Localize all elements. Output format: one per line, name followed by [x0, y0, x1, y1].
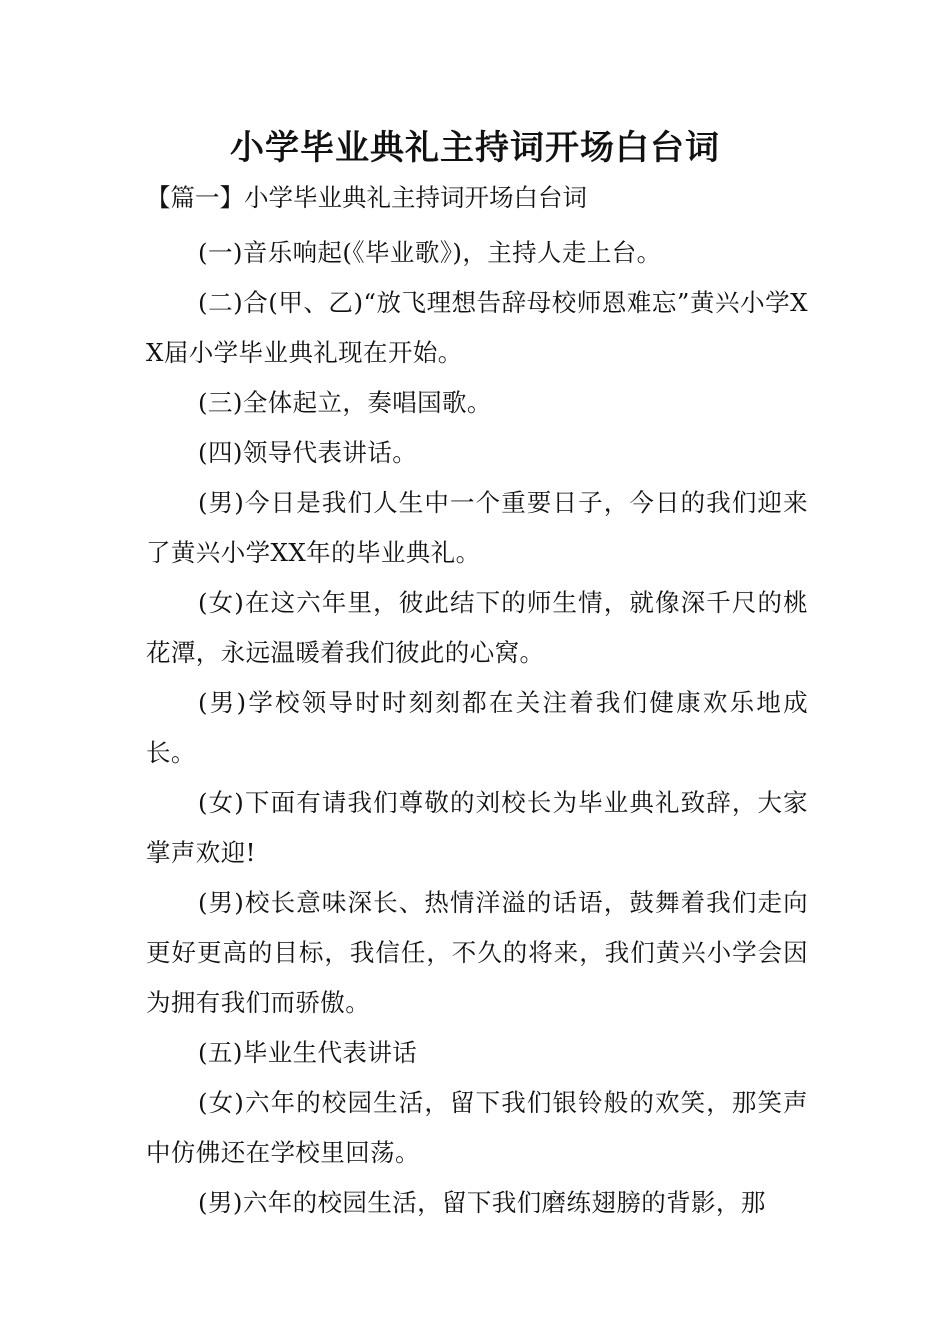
paragraph-1: (一)音乐响起(《毕业歌》)，主持人走上台。 [198, 238, 662, 267]
paragraph-11: (女)六年的校园生活，留下我们银铃般的欢笑，那笑声中仿佛还在学校里回荡。 [146, 1088, 808, 1167]
paragraph-8: (女)下面有请我们尊敬的刘校长为毕业典礼致辞，大家掌声欢迎! [146, 788, 808, 867]
paragraph-4: (四)领导代表讲话。 [198, 438, 418, 467]
paragraph-5: (男)今日是我们人生中一个重要日子，今日的我们迎来了黄兴小学XX年的毕业典礼。 [146, 488, 808, 567]
paragraph-6: (女)在这六年里，彼此结下的师生情，就像深千尺的桃花潭，永远温暖着我们彼此的心窝。 [146, 588, 808, 667]
paragraph-10: (五)毕业生代表讲话 [198, 1038, 418, 1067]
paragraph-9: (男)校长意味深长、热情洋溢的话语，鼓舞着我们走向更好更高的目标，我信任，不久的将来，我们黄兴小学会因为拥有我们而骄傲。 [146, 888, 808, 1017]
paragraph-7: (男)学校领导时时刻刻都在关注着我们健康欢乐地成长。 [146, 688, 808, 767]
paragraph-12: (男)六年的校园生活，留下我们磨练翅膀的背影，那 [198, 1188, 766, 1217]
section-heading: 【篇一】小学毕业典礼主持词开场白台词 [146, 183, 587, 212]
document-title: 小学毕业典礼主持词开场白台词 [230, 128, 720, 168]
document-body [146, 228, 808, 1228]
paragraph-3: (三)全体起立，奏唱国歌。 [198, 388, 492, 417]
paragraph-2: (二)合(甲、乙)“放飞理想告辞母校师恩难忘”黄兴小学XX届小学毕业典礼现在开始。 [146, 288, 808, 367]
